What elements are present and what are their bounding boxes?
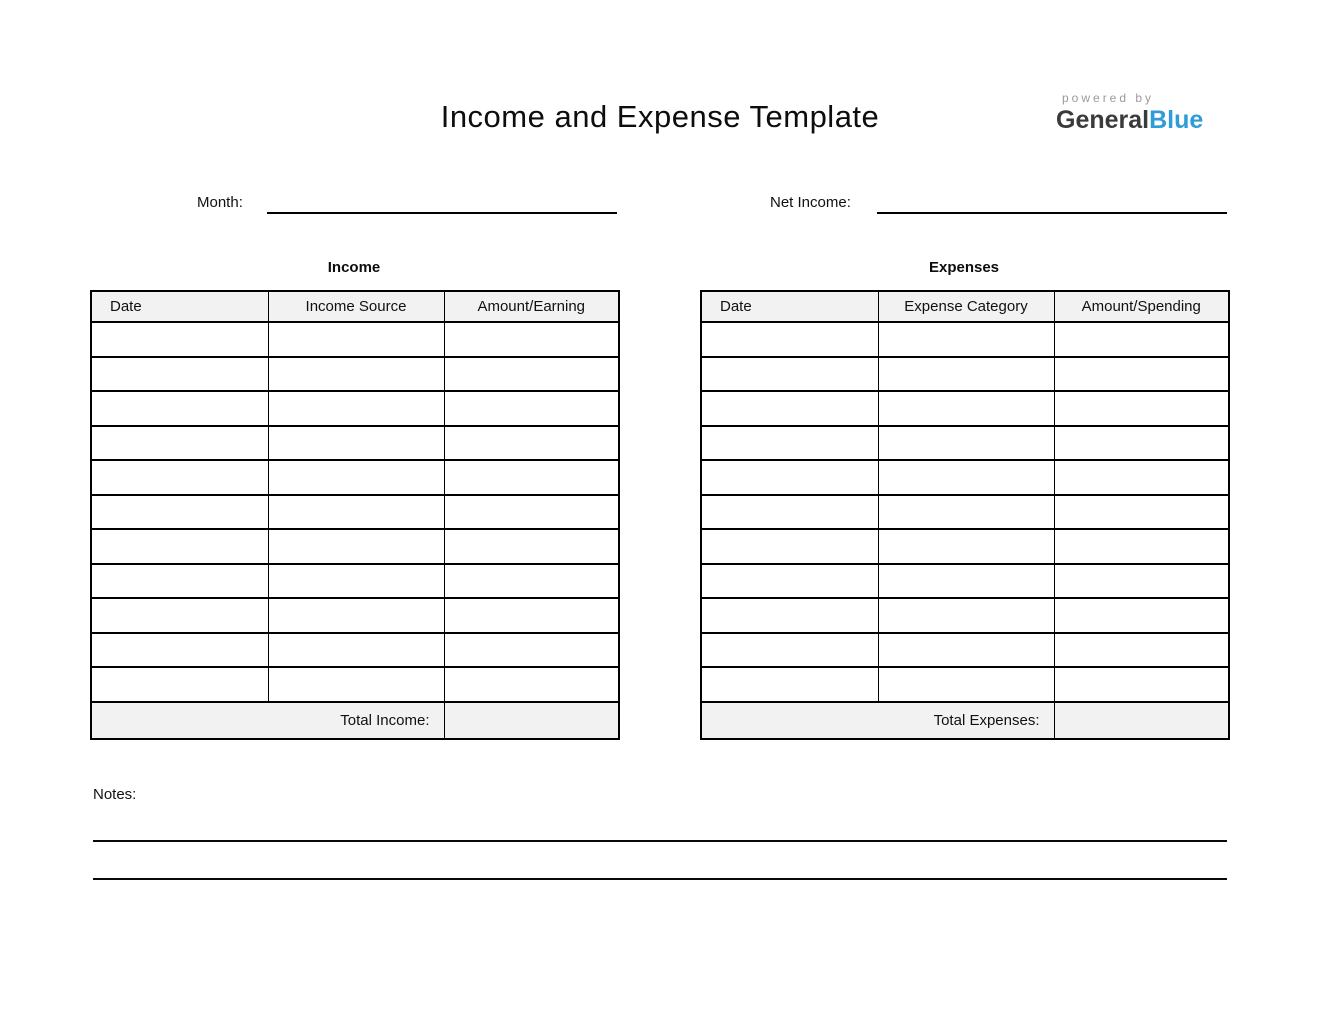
table-cell[interactable] [444,667,619,702]
table-row [701,667,1229,702]
table-cell[interactable] [91,564,268,599]
table-cell[interactable] [268,495,444,530]
table-row [91,460,619,495]
table-cell[interactable] [1054,322,1229,357]
table-cell[interactable] [444,495,619,530]
table-cell[interactable] [878,495,1054,530]
table-cell[interactable] [91,322,268,357]
table-cell[interactable] [91,529,268,564]
table-cell[interactable] [444,529,619,564]
page-title: Income and Expense Template [440,99,880,134]
month-label: Month: [197,194,243,211]
table-row [701,460,1229,495]
table-cell[interactable] [91,460,268,495]
table-cell[interactable] [268,633,444,668]
table-cell[interactable] [701,391,878,426]
income-total-row [91,702,619,739]
table-cell[interactable] [1054,598,1229,633]
income-table-title: Income [327,259,381,276]
table-cell[interactable] [1054,564,1229,599]
table-row [91,391,619,426]
table-cell[interactable] [701,564,878,599]
table-row [91,426,619,461]
table-cell[interactable] [701,357,878,392]
table-row [701,633,1229,668]
table-row [701,529,1229,564]
table-cell[interactable] [91,357,268,392]
table-cell[interactable] [701,529,878,564]
table-cell[interactable] [91,598,268,633]
expenses-total-label: Total Expenses: [701,702,1054,739]
expenses-header-row [701,291,1229,322]
table-cell[interactable] [444,322,619,357]
income-header-amount: Amount/Earning [444,291,619,322]
table-cell[interactable] [268,529,444,564]
expenses-header-date: Date [701,291,878,322]
income-total-label: Total Income: [91,702,444,739]
table-cell[interactable] [1054,460,1229,495]
table-cell[interactable] [1054,391,1229,426]
income-total-value-cell[interactable] [444,702,619,739]
table-cell[interactable] [444,426,619,461]
table-row [91,529,619,564]
income-header-row [91,291,619,322]
table-cell[interactable] [878,460,1054,495]
table-cell[interactable] [878,357,1054,392]
table-cell[interactable] [878,322,1054,357]
expenses-header-amount: Amount/Spending [1054,291,1229,322]
table-row [91,495,619,530]
table-cell[interactable] [1054,529,1229,564]
powered-by-label: powered by [1062,91,1155,105]
income-header-date: Date [91,291,268,322]
table-cell[interactable] [701,426,878,461]
table-cell[interactable] [701,495,878,530]
table-row [701,564,1229,599]
net-income-input-line[interactable] [877,212,1227,214]
table-cell[interactable] [268,564,444,599]
net-income-label: Net Income: [770,194,851,211]
table-cell[interactable] [444,460,619,495]
table-cell[interactable] [268,460,444,495]
table-cell[interactable] [878,633,1054,668]
table-cell[interactable] [444,564,619,599]
table-cell[interactable] [91,667,268,702]
notes-line[interactable] [93,840,1227,842]
table-row [701,322,1229,357]
table-row [91,598,619,633]
table-cell[interactable] [701,667,878,702]
expenses-total-row [701,702,1229,739]
table-row [701,391,1229,426]
table-cell[interactable] [1054,426,1229,461]
table-cell[interactable] [268,598,444,633]
month-input-line[interactable] [267,212,617,214]
income-table [90,290,620,740]
table-cell[interactable] [444,598,619,633]
table-cell[interactable] [1054,357,1229,392]
table-cell[interactable] [444,391,619,426]
table-cell[interactable] [878,529,1054,564]
table-cell[interactable] [701,322,878,357]
table-row [701,357,1229,392]
table-row [91,322,619,357]
table-cell[interactable] [268,391,444,426]
table-cell[interactable] [878,426,1054,461]
expenses-total-value-cell[interactable] [1054,702,1229,739]
brand-name-general: General [1056,106,1150,135]
table-cell[interactable] [1054,667,1229,702]
notes-line[interactable] [93,878,1227,880]
table-row [91,633,619,668]
brand-name-blue: Blue [1149,106,1204,135]
table-cell[interactable] [268,357,444,392]
income-header-source: Income Source [268,291,444,322]
brand-logo [1056,92,1203,135]
table-cell[interactable] [91,633,268,668]
expenses-table [700,290,1230,740]
table-cell[interactable] [1054,495,1229,530]
table-cell[interactable] [91,426,268,461]
table-cell[interactable] [91,495,268,530]
table-row [91,667,619,702]
brand-name [1056,107,1203,135]
table-cell[interactable] [878,598,1054,633]
table-cell[interactable] [701,460,878,495]
table-cell[interactable] [701,598,878,633]
table-cell[interactable] [268,667,444,702]
table-cell[interactable] [1054,633,1229,668]
table-cell[interactable] [701,633,878,668]
table-cell[interactable] [268,322,444,357]
expenses-table-title: Expenses [928,259,1000,276]
table-cell[interactable] [878,667,1054,702]
notes-label: Notes: [93,786,137,803]
table-row [91,564,619,599]
table-cell[interactable] [878,391,1054,426]
table-cell[interactable] [91,391,268,426]
table-row [701,598,1229,633]
table-row [701,426,1229,461]
table-cell[interactable] [444,633,619,668]
table-cell[interactable] [878,564,1054,599]
table-cell[interactable] [444,357,619,392]
table-row [701,495,1229,530]
table-cell[interactable] [268,426,444,461]
table-row [91,357,619,392]
expenses-header-category: Expense Category [878,291,1054,322]
